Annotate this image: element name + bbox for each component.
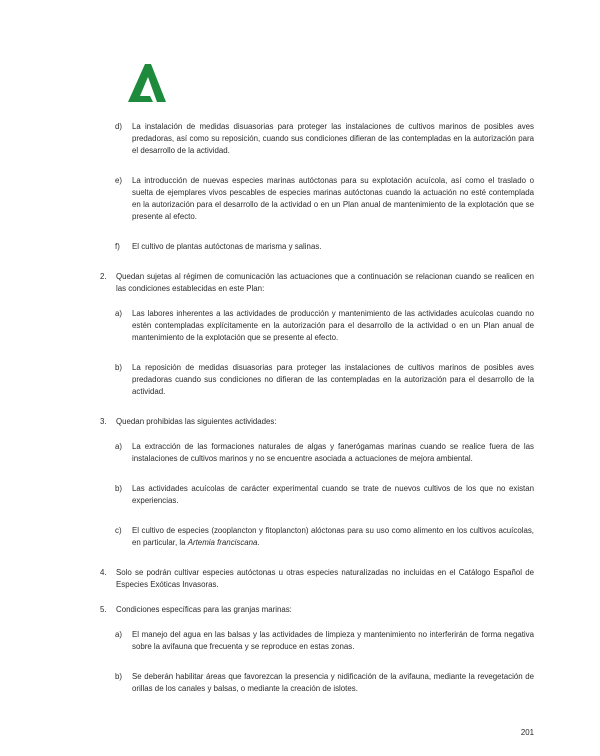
item-text	[132, 525, 534, 549]
item-marker: a)	[115, 442, 123, 451]
item-marker: a)	[115, 630, 123, 639]
item-text: Condiciones específicas para las granjas marinas:	[116, 605, 292, 614]
list-item	[100, 175, 534, 223]
item-marker: e)	[115, 176, 123, 185]
item-marker: b)	[115, 672, 123, 681]
item-marker: a)	[115, 309, 123, 318]
item-text: La introducción de nuevas especies marinas autóctonas para su explotación acuícola, así como el traslado o suelta de ejemplares vivos pescables de especies marinas autóctonas cuando la actuación no esté contemplada en la autorización para el desarrollo de la actividad o en un Plan anual de mantenimiento de la explotación que se presente al efecto.	[132, 176, 534, 221]
item-text: La extracción de las formaciones naturales de algas y fanerógamas marinas cuando se realice fuera de las instalaciones de cultivos marinos y no se encuentre asociada a actuaciones de mejora ambiental.	[132, 442, 534, 463]
item-marker: 4.	[100, 568, 107, 577]
item-text: Las labores inherentes a las actividades de producción y mantenimiento de las actividades acuícolas cuando no estén contempladas explícitamente en la autorización para el desarrollo de la actividad o en un Plan anual de mantenimiento de la explotación que se presente al efecto.	[132, 309, 534, 342]
list-item	[100, 525, 534, 549]
list-item	[100, 416, 534, 428]
junta-andalucia-logo-icon	[126, 62, 168, 104]
item-marker: 3.	[100, 417, 107, 426]
item-text: La reposición de medidas disuasorias para proteger las instalaciones de cultivos marinos de posibles aves predadoras cuando sus condiciones no difieran de las contempladas en la autorización para el desarrollo de la actividad.	[132, 363, 534, 396]
list-item	[100, 441, 534, 465]
item-text: Solo se podrán cultivar especies autóctonas u otras especies naturalizadas no incluidas en el Catálogo Español de Especies Exóticas Invasoras.	[116, 568, 534, 589]
item-text: Quedan sujetas al régimen de comunicación las actuaciones que a continuación se relacionan cuando se realicen en las condiciones establecidas en este Plan:	[116, 272, 534, 293]
page-number: 201	[520, 728, 534, 737]
list-item	[100, 483, 534, 507]
item-marker: c)	[115, 526, 122, 535]
list-item	[100, 567, 534, 591]
item-text-main: El cultivo de especies (zooplancton y fitoplancton) alóctonas para su uso como alimento en los cultivos acuícolas, en particular, la	[132, 526, 534, 547]
list-item	[100, 308, 534, 344]
item-marker: b)	[115, 484, 123, 493]
item-marker: 2.	[100, 272, 107, 281]
list-item	[100, 241, 534, 253]
item-marker: f)	[115, 242, 120, 251]
item-text: La instalación de medidas disuasorias para proteger las instalaciones de cultivos marinos de posibles aves predadoras, así como su reposición, cuando sus condiciones difieran de las contempladas en la autorización para el desarrollo de la actividad.	[132, 122, 534, 155]
item-text: El manejo del agua en las balsas y las actividades de limpieza y mantenimiento no interferirán de forma negativa sobre la avifauna que frecuenta y se reproduce en estas zonas.	[132, 630, 534, 651]
list-item	[100, 629, 534, 653]
list-item	[100, 671, 534, 695]
list-item	[100, 362, 534, 398]
item-text-end: .	[257, 538, 260, 547]
list-item	[100, 271, 534, 295]
item-marker: 5.	[100, 605, 107, 614]
item-marker: b)	[115, 363, 123, 372]
item-text: Las actividades acuícolas de carácter experimental cuando se trate de nuevos cultivos de los que no existan experiencias.	[132, 484, 534, 505]
item-marker: d)	[115, 122, 123, 131]
species-name-italic: Artemia franciscana	[187, 538, 258, 547]
list-item	[100, 121, 534, 157]
item-text: El cultivo de plantas autóctonas de marisma y salinas.	[132, 242, 322, 251]
item-text: Quedan prohibidas las siguientes actividades:	[116, 417, 277, 426]
list-item	[100, 604, 534, 616]
document-body	[100, 121, 534, 713]
item-text: Se deberán habilitar áreas que favorezcan la presencia y nidificación de la avifauna, mediante la revegetación de orillas de los canales y balsas, o mediante la creación de islotes.	[132, 672, 534, 693]
